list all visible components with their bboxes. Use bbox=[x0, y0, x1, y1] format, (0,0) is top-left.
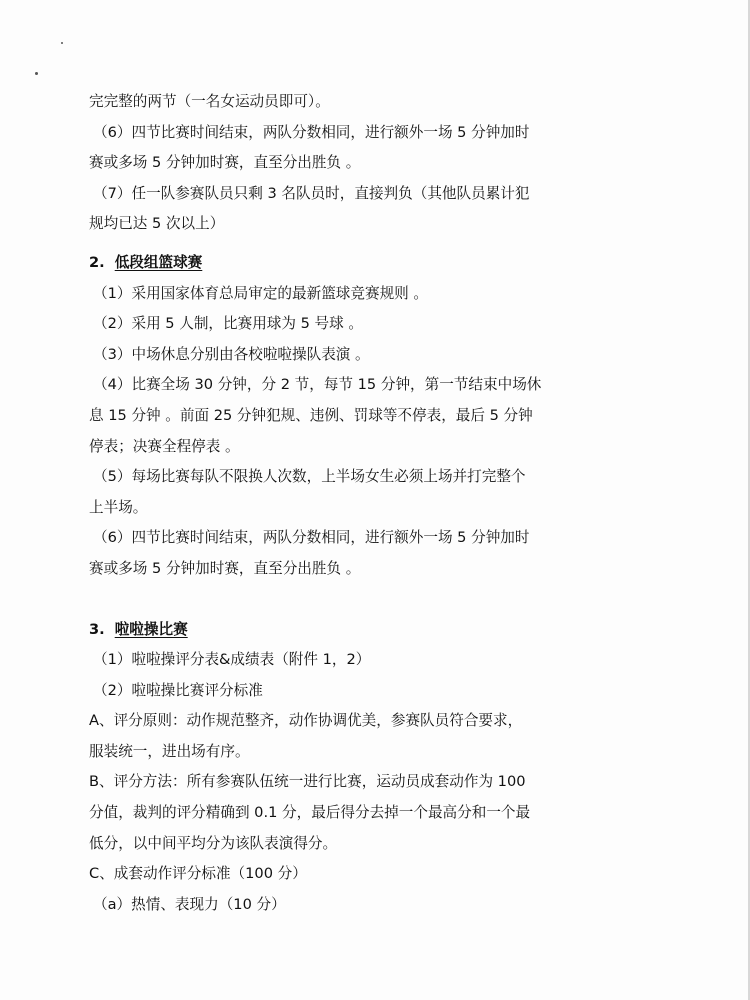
text-line: 赛或多场 5 分钟加时赛，直至分出胜负 。 bbox=[89, 559, 361, 577]
text-line: （7）任一队参赛队员只剩 3 名队员时，直接判负（其他队员累计犯 bbox=[93, 184, 530, 202]
text-line: （4）比赛全场 30 分钟，分 2 节，每节 15 分钟，第一节结束中场休 bbox=[93, 376, 542, 394]
section-title: 啦啦操比赛 bbox=[114, 620, 188, 638]
text-line: 分值，裁判的评分精确到 0.1 分，最后得分去掉一个最高分和一个最 bbox=[89, 804, 531, 822]
spacer bbox=[89, 585, 664, 607]
section-number: 3. bbox=[89, 620, 105, 638]
text-line: （3）中场休息分别由各校啦啦操队表演 。 bbox=[93, 345, 370, 363]
text-line: （a）热情、表现力（10 分） bbox=[93, 895, 286, 913]
text-line: 息 15 分钟 。前面 25 分钟犯规、违例、罚球等不停表，最后 5 分钟 bbox=[89, 406, 533, 424]
text-line: C、成套动作评分标准（100 分） bbox=[89, 865, 307, 883]
text-line: （6）四节比赛时间结束，两队分数相同，进行额外一场 5 分钟加时 bbox=[93, 529, 530, 547]
section-heading-2 bbox=[89, 248, 664, 279]
document-body bbox=[89, 87, 664, 920]
text-line: （2）啦啦操比赛评分标准 bbox=[93, 681, 263, 699]
scan-speck bbox=[35, 72, 38, 75]
section-heading-3 bbox=[89, 615, 664, 646]
text-line: 停表；决赛全程停表 。 bbox=[89, 437, 240, 455]
scan-speck bbox=[61, 42, 63, 44]
text-line: A、评分原则：动作规范整齐，动作协调优美，参赛队员符合要求， bbox=[89, 712, 523, 730]
text-line: （1）采用国家体育总局审定的最新篮球竞赛规则 。 bbox=[93, 284, 428, 302]
text-line: （1）啦啦操评分表&成绩表（附件 1，2） bbox=[93, 651, 371, 669]
text-line: 服装统一，进出场有序。 bbox=[89, 742, 250, 760]
text-line: B、评分方法：所有参赛队伍统一进行比赛，运动员成套动作为 100 bbox=[89, 773, 526, 791]
section-number: 2. bbox=[89, 253, 105, 271]
section-title: 低段组篮球赛 bbox=[114, 253, 203, 271]
text-line: 低分，以中间平均分为该队表演得分。 bbox=[89, 834, 338, 852]
text-line: （6）四节比赛时间结束，两队分数相同，进行额外一场 5 分钟加时 bbox=[93, 123, 530, 141]
text-line: 赛或多场 5 分钟加时赛，直至分出胜负 。 bbox=[89, 154, 361, 172]
text-line: 规均已达 5 次以上） bbox=[89, 215, 225, 233]
text-line: （5）每场比赛每队不限换人次数，上半场女生必须上场并打完整个 bbox=[93, 468, 526, 486]
text-line: （2）采用 5 人制，比赛用球为 5 号球 。 bbox=[93, 315, 363, 333]
text-line: 上半场。 bbox=[89, 498, 148, 516]
text-line: 完完整的两节（一名女运动员即可）。 bbox=[89, 93, 330, 110]
